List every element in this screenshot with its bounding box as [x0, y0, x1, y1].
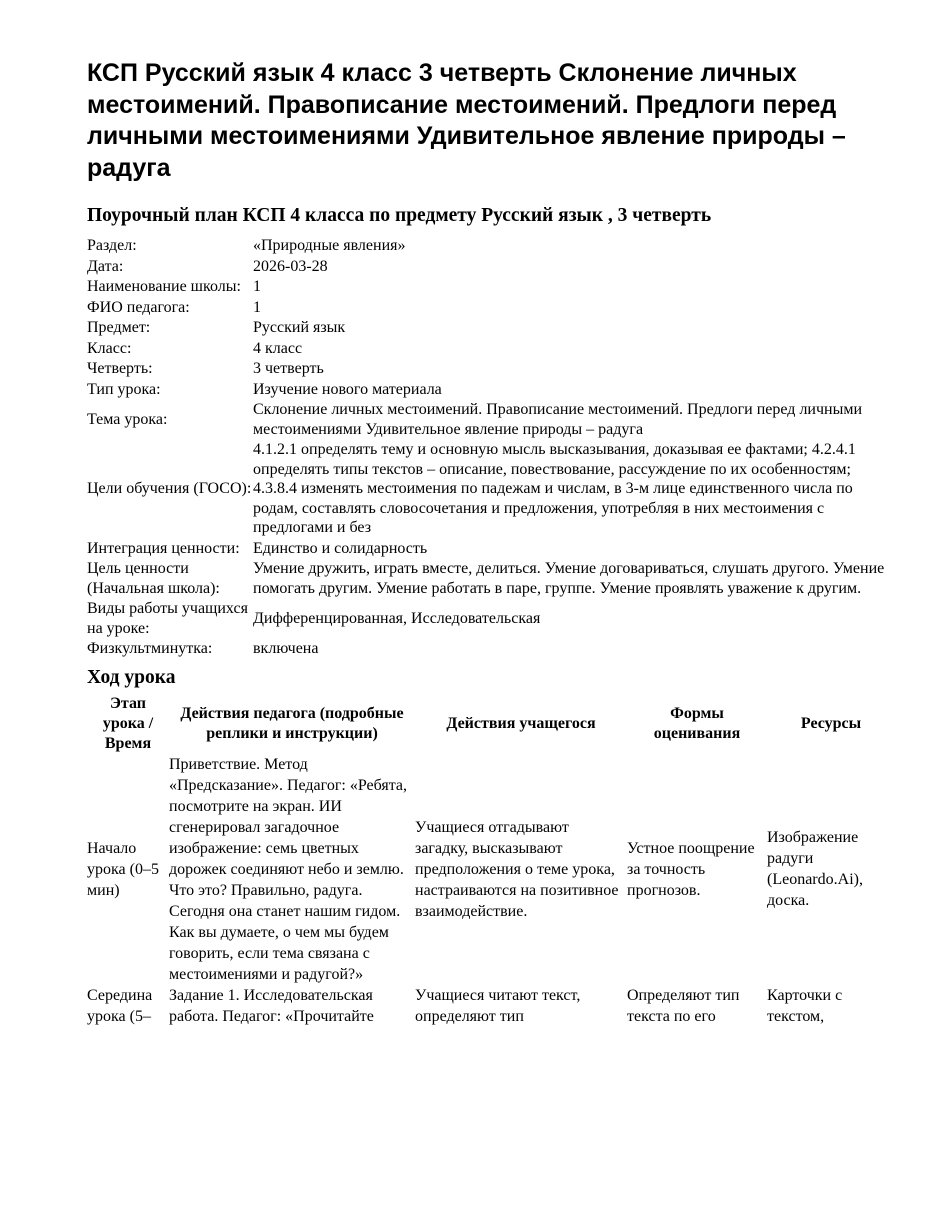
info-row	[87, 236, 895, 257]
info-label: Наименование школы:	[87, 278, 241, 295]
info-row	[87, 639, 895, 660]
info-row	[87, 359, 895, 380]
info-value: 4.1.2.1 определять тему и основную мысль высказывания, доказывая ее фактами; 4.2.4.1 определять типы текстов – описание, повествование, рассуждение по их особенностям; 4.3.8.4 изменять местоимения по падежам и числам, в 3-м лице единственного числа по родам, составлять словосочетания и предложения, употребляя в них местоимения с предлогами и без	[253, 441, 856, 536]
header-resources: Ресурсы	[800, 714, 862, 732]
info-label: Виды работы учащихся на уроке:	[87, 600, 248, 637]
info-value: Умение дружить, играть вместе, делиться. Умение договариваться, слушать другого. Умение помогать другим. Умение работать в паре, группе. Умение проявлять уважение к другим.	[253, 560, 885, 597]
info-label: Цели обучения (ГОСО):	[87, 480, 252, 497]
document-title: КСП Русский язык 4 класс 3 четверть Склонение личных местоимений. Правописание местоимений. Предлоги перед личными местоимениями Удивительное явление природы – радуга	[87, 59, 846, 182]
info-value: 1	[253, 278, 261, 295]
student-actions-cell: Учащиеся отгадывают загадку, высказывают предположения о теме урока, настраиваются на позитивное взаимодействие.	[415, 818, 619, 920]
info-row	[87, 539, 895, 560]
info-value: «Природные явления»	[253, 237, 406, 254]
info-label: Раздел:	[87, 237, 137, 254]
info-row	[87, 599, 895, 639]
info-row	[87, 277, 895, 298]
info-label: Интеграция ценности:	[87, 539, 240, 557]
info-row	[87, 298, 895, 319]
teacher-actions-cell: Задание 1. Исследовательская работа. Педагог: «Прочитайте	[169, 986, 374, 1025]
student-actions-cell: Учащиеся читают текст, определяют тип	[415, 986, 581, 1025]
header-student-actions: Действия учащегося	[446, 714, 596, 732]
lesson-progress-heading: Ход урока	[87, 666, 176, 688]
lesson-info-table	[87, 236, 895, 660]
info-row	[87, 440, 895, 539]
info-row	[87, 339, 895, 360]
header-stage: Этап урока / Время	[102, 694, 154, 752]
info-row	[87, 318, 895, 339]
header-teacher-actions: Действия педагога (подробные реплики и инструкции)	[180, 704, 404, 742]
info-value: Склонение личных местоимений. Правописание местоимений. Предлоги перед личными местоимениями Удивительное явление природы – радуга	[253, 401, 863, 438]
assessment-cell: Определяют тип текста по его	[627, 986, 740, 1025]
info-value: Изучение нового материала	[253, 380, 442, 398]
resources-cell: Карточки с текстом,	[767, 986, 843, 1025]
info-row	[87, 400, 895, 440]
resources-cell: Изображение радуги (Leonardo.Ai), доска.	[767, 829, 863, 909]
stage-cell: Начало урока (0–5 мин)	[87, 839, 159, 899]
header-assessment: Формы оценивания	[653, 704, 741, 742]
info-label: ФИО педагога:	[87, 298, 190, 316]
table-row	[87, 985, 895, 1027]
document-page	[87, 58, 895, 1027]
info-label: Предмет:	[87, 319, 151, 336]
info-value: Единство и солидарность	[253, 539, 428, 557]
assessment-cell: Устное поощрение за точность прогнозов.	[627, 839, 755, 899]
info-value: Русский язык	[253, 319, 346, 336]
info-label: Класс:	[87, 339, 132, 357]
info-label: Цель ценности (Начальная школа):	[87, 560, 220, 597]
info-row	[87, 257, 895, 278]
info-value: 1	[253, 298, 261, 316]
lesson-table-header-row	[87, 694, 895, 754]
info-value: 2026-03-28	[253, 257, 328, 275]
info-row	[87, 559, 895, 599]
teacher-actions-cell: Приветствие. Метод «Предсказание». Педагог: «Ребята, посмотрите на экран. ИИ сгенерировал загадочное изображение: семь цветных дорожек соединяют небо и землю. Что это? Правильно, радуга. Сегодня она станет нашим гидом. Как вы думаете, о чем мы будем говорить, если тема связана с местоимениями и радугой?»	[169, 755, 408, 983]
info-label: Физкультминутка:	[87, 640, 213, 657]
lesson-progress-table	[87, 694, 895, 1027]
plan-subtitle: Поурочный план КСП 4 класса по предмету Русский язык , 3 четверть	[87, 205, 712, 226]
info-label: Дата:	[87, 257, 124, 275]
info-value: 4 класс	[253, 339, 303, 357]
info-row	[87, 380, 895, 401]
info-value: включена	[253, 640, 319, 657]
info-label: Тема урока:	[87, 410, 168, 428]
info-value: Дифференцированная, Исследовательская	[253, 609, 541, 627]
info-label: Четверть:	[87, 360, 153, 377]
stage-cell: Середина урока (5–	[87, 986, 153, 1025]
info-value: 3 четверть	[253, 360, 324, 377]
table-row	[87, 754, 895, 985]
info-label: Тип урока:	[87, 380, 161, 398]
